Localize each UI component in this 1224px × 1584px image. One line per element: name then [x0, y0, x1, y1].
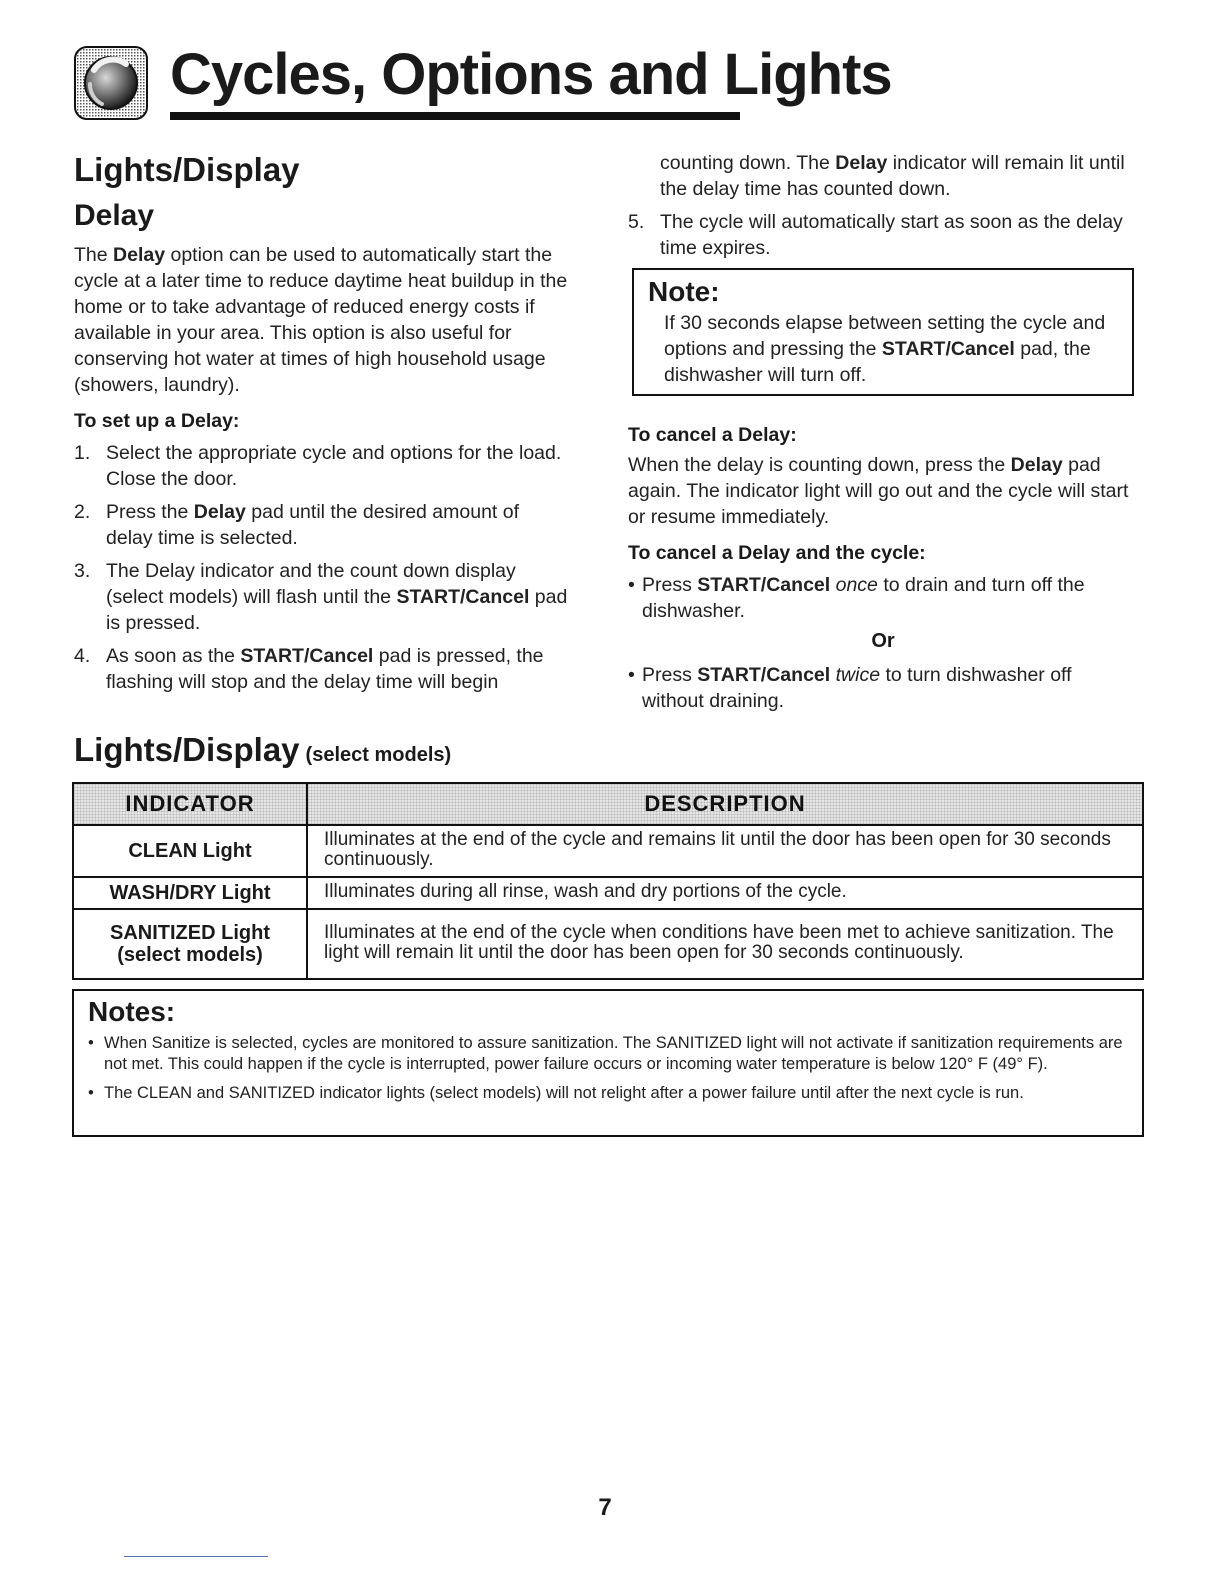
cancel-delay-cycle-heading: To cancel a Delay and the cycle:	[628, 542, 926, 564]
or-separator: Or	[871, 630, 895, 652]
column-header-description: DESCRIPTION	[307, 783, 1143, 825]
setup-delay-heading: To set up a Delay:	[74, 410, 240, 432]
list-item: • Press START/Cancel twice to turn dishwasher off without draining.	[628, 664, 1072, 712]
list-item-continued: counting down. The Delay indicator will remain lit until the delay time has counted down.	[660, 152, 1125, 200]
table-header-row	[73, 783, 1143, 825]
cancel-delay-text: When the delay is counting down, press the Delay pad again. The indicator light will go out and the cycle will start or resume immediately.	[628, 454, 1129, 528]
description-cell: Illuminates at the end of the cycle and remains lit until the door has been open for 30 seconds continuously.	[307, 825, 1143, 877]
description-cell: Illuminates during all rinse, wash and dry portions of the cycle.	[307, 877, 1143, 909]
list-item: 5. The cycle will automatically start as soon as the delay time expires.	[628, 211, 1123, 259]
note-title: Note:	[648, 276, 720, 307]
section-heading-lights-display-models: Lights/Display (select models)	[74, 731, 452, 768]
setup-steps-continued	[628, 150, 1138, 261]
description-cell: Illuminates at the end of the cycle when conditions have been met to achieve sanitization. The light will remain lit until the door has been open for 30 seconds continuously.	[307, 909, 1143, 979]
page-title: Cycles, Options and Lights	[170, 42, 892, 107]
table-row	[73, 825, 1143, 877]
list-item: • Press START/Cancel once to drain and turn off the dishwasher.	[628, 574, 1085, 622]
notes-box	[72, 989, 1144, 1137]
list-item: • When Sanitize is selected, cycles are monitored to assure sanitization. The SANITIZED light will not activate if sanitization requirements are not met. This could happen if the cycle is interrupted, power failure occurs or incoming water temperature is below 120° F (49° F).	[88, 1034, 1123, 1073]
indicator-cell: CLEAN Light	[73, 825, 307, 877]
page-number: 7	[598, 1494, 612, 1521]
delay-intro: The Delay option can be used to automatically start the cycle at a later time to reduce daytime heat buildup in the home or to take advantage of reduced energy costs if available in your area. This option is also useful for conserving hot water at times of high household usage (showers, laundry).	[74, 244, 568, 396]
indicator-table	[72, 782, 1144, 980]
title-underline	[170, 112, 740, 120]
list-item: 4. As soon as the START/Cancel pad is pressed, the flashing will stop and the delay time will begin	[74, 645, 544, 693]
list-item: • The CLEAN and SANITIZED indicator lights (select models) will not relight after a power failure until after the next cycle is run.	[88, 1084, 1024, 1102]
notes-title: Notes:	[88, 996, 176, 1027]
setup-steps-list	[74, 440, 569, 695]
column-header-indicator: INDICATOR	[73, 783, 307, 825]
right-column	[628, 150, 1138, 714]
indicator-cell: WASH/DRY Light	[73, 877, 307, 909]
cancel-options-list	[628, 572, 1138, 624]
list-item: 3. The Delay indicator and the count down display (select models) will flash until the START/Cancel pad is pressed.	[74, 560, 568, 634]
section-heading-lights-display: Lights/Display	[74, 151, 300, 188]
dishwasher-cycle-icon	[74, 46, 148, 120]
table-row	[73, 909, 1143, 979]
footer-rule	[124, 1556, 268, 1557]
note-text: If 30 seconds elapse between setting the cycle and options and pressing the START/Cancel pad, the dishwasher will turn off.	[664, 312, 1106, 386]
cancel-delay-cycle-block	[628, 540, 1138, 714]
list-item: 2. Press the Delay pad until the desired amount of delay time is selected.	[74, 501, 520, 549]
delay-heading: Delay	[74, 199, 155, 232]
cancel-options-list-2	[628, 662, 1138, 714]
left-column	[74, 150, 569, 702]
notes-list	[88, 1033, 1128, 1104]
cancel-delay-heading: To cancel a Delay:	[628, 424, 797, 446]
list-item: 1. Select the appropriate cycle and options for the load. Close the door.	[74, 442, 562, 490]
note-box	[632, 268, 1134, 396]
cancel-delay-block	[628, 422, 1138, 530]
table-row	[73, 877, 1143, 909]
indicator-cell: SANITIZED Light (select models)	[73, 909, 307, 979]
